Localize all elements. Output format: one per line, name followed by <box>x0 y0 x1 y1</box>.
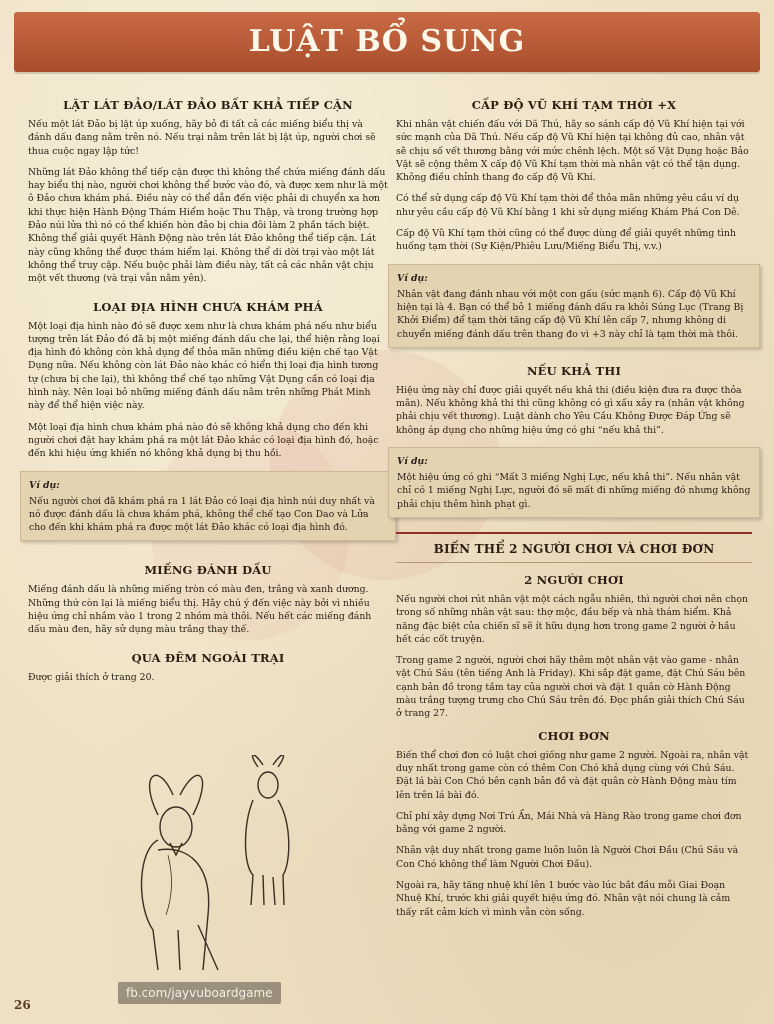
paragraph: Nếu người chơi rút nhân vật một cách ngẫu nhiên, thì người chơi nên chọn trong số những nhân vật sau: thợ mộc, đầu bếp và nhà thám hiểm. Khả năng đặc biệt của chiến sĩ sẽ ít hữu dụng hơn trong game 2 người ở hầu hết các cốt truyện. <box>396 593 749 645</box>
footer-url: fb.com/jayvuboardgame <box>118 982 281 1004</box>
paragraph: Nhân vật duy nhất trong game luôn luôn là Người Chơi Đầu (Chú Sáu và Con Chó không thể làm Người Chơi Đầu). <box>396 845 739 870</box>
section-title: NẾU KHẢ THI <box>526 363 622 378</box>
example-text: Nếu người chơi đã khám phá ra 1 lát Đảo có loại địa hình núi duy nhất và nó được đánh dấu là chưa khám phá, không thể chế tạo Con Dao và Lửa cho đến khi khám phá ra được một lát Đảo khác có loại địa hình đó. <box>29 495 375 534</box>
example-text: Nhân vật đang đánh nhau với một con gấu (sức mạnh 6). Cấp độ Vũ Khí hiện tại là 4. Bạn có thể bỏ 1 miếng đánh dấu ra khỏi Súng Lục (Trang Bị Khởi Điểm) để tạm thời tăng cấp độ Vũ Khí lên cấp 7, nhưng không di chuyển miếng đánh dấu trên thang đo vì +3 này chỉ là tạm thời mà thôi. <box>397 288 744 340</box>
section-title: CẤP ĐỘ VŨ KHÍ TẠM THỜI +X <box>471 98 677 112</box>
example-text: Một hiệu ứng có ghi “Mất 3 miếng Nghị Lực, nếu khả thi”. Nếu nhân vật chỉ có 1 miếng Nghị Lực, người đó sẽ mất đi những miếng đó nhưng không phải chịu thêm hình phạt gì. <box>397 472 751 510</box>
example-label: Ví dụ: <box>397 456 428 468</box>
subsection-title: CHƠI ĐƠN <box>538 728 610 743</box>
paragraph: Cấp độ Vũ Khí tạm thời cũng có thể được dùng để giải quyết những tình huống tạm thời (Sự Kiện/Phiêu Lưu/Miếng Biểu Thị, v.v.) <box>396 228 736 253</box>
example-label: Ví dụ: <box>29 479 60 491</box>
page-number: 26 <box>14 998 31 1012</box>
left-column <box>28 98 388 692</box>
section-divider <box>396 562 752 563</box>
paragraph: Biến thể chơi đơn có luật chơi giống như game 2 người. Ngoài ra, nhân vật duy nhất trong game còn có thêm Con Chó khả dụng cùng với Chú Sáu. Đặt lá bài Con Chó bên cạnh bản đồ và đặt quân cờ Hành Động màu tím lên trên lá bài đó. <box>396 749 749 801</box>
goats-illustration <box>118 755 308 980</box>
paragraph: Miếng đánh dấu là những miếng tròn có màu đen, trắng và xanh dương. Những thứ còn lại là miếng biểu thị. Hãy chú ý đến việc này bởi vì nhiều hiệu ứng chỉ nhắm vào 1 trong 2 nhóm mà thôi. Nếu hết các miếng đánh dấu màu đen, hãy sử dụng màu trắng thay thế. <box>28 584 372 636</box>
section-title: MIẾNG ĐÁNH DẤU <box>144 563 272 578</box>
section-title: LOẠI ĐỊA HÌNH CHƯA KHÁM PHÁ <box>93 299 323 314</box>
paragraph: Được giải thích ở trang 20. <box>28 671 155 683</box>
subsection-title: 2 NGƯỜI CHƠI <box>524 572 624 587</box>
section-divider <box>396 532 752 534</box>
paragraph: Hiệu ứng này chỉ được giải quyết nếu khả thi (điều kiện đưa ra được thỏa mãn). Nếu không khả thi thì cũng không có gì xấu xảy ra (nhân vật không phải chịu vết thương). Luật dành cho Yêu Cầu Không Được Đáp Ứng sẽ không áp dụng cho những hiệu ứng có ghi “nếu khả thi”. <box>396 384 745 436</box>
paragraph: Trong game 2 người, người chơi hãy thêm một nhân vật vào game - nhân vật Chú Sáu (tên tiếng Anh là Friday). Khi sắp đặt game, đặt Chú Sáu bên cạnh bản đồ trong tầm tay của người chơi và đặt 1 quân cờ Hành Động màu trắng tượng trưng cho Chú Sáu trên đó. Đọc phần giải thích Chú Sáu ở trang 27. <box>396 655 746 720</box>
example-box <box>20 471 396 542</box>
section-title: QUA ĐÊM NGOÀI TRẠI <box>131 650 285 665</box>
paragraph: Ngoài ra, hãy tăng nhuệ khí lên 1 bước vào lúc bắt đầu mỗi Giai Đoạn Nhuệ Khí, trước khi giải quyết hiệu ứng đó. Nhân vật nói chung là cảm thấy rất cảm kích vì mình vẫn còn sống. <box>396 879 731 918</box>
paragraph: Nếu một lát Đảo bị lật úp xuống, hãy bỏ đi tất cả các miếng biểu thị và đánh dấu đang nằm trên nó. Nếu trại nằm trên lát bị lật úp, người chơi sẽ thua cuộc ngay lập tức! <box>28 119 376 157</box>
paragraph: Chỉ phí xây dựng Nơi Trú Ẩn, Mái Nhà và Hàng Rào trong game chơi đơn bằng với game 2 người. <box>396 810 742 836</box>
section-title: BIẾN THỂ 2 NGƯỜI CHƠI VÀ CHƠI ĐƠN <box>433 541 715 556</box>
example-box <box>388 264 760 348</box>
paragraph: Khi nhân vật chiến đấu với Dã Thú, hãy so sánh cấp độ Vũ Khí hiện tại với sức mạnh của Dã Thú. Nếu cấp độ Vũ Khí hiện tại không đủ cao, nhân vật sẽ chịu số vết thương bằng với mức chênh lệch. Một số Vật Dụng hoặc Bảo Vật sẽ cộng thêm X cấp độ Vũ Khí tạm thời mà nhân vật có thể tận dụng. Không điều chỉnh thang đo cấp độ Vũ Khí. <box>396 119 749 184</box>
paragraph: Một loại địa hình chưa khám phá nào đó sẽ không khả dụng cho đến khi người chơi đặt hay khám phá ra một lát Đảo khác có loại địa hình đó, hoặc đến khi hiệu ứng khiến nó không khả dụng bị thu hồi. <box>28 421 379 460</box>
paragraph: Một loại địa hình nào đó sẽ được xem như là chưa khám phá nếu như biểu tượng trên lát Đảo đó đã bị một miếng đánh dấu che lại, thể hiện rằng loại địa hình đó không còn khả dụng để thỏa mãn những điều kiện chế tạo Vật Dụng nữa. Nếu không còn lát Đảo nào khác có hiển thị loại địa hình tương tự (chưa bị che lại), thì không thể chế tạo những Vật Dụng cần có loại địa hình này. Nên loại bỏ những miếng đánh dấu nằm trên những Phát Minh này để thể hiện việc này. <box>28 320 380 412</box>
title-banner <box>14 12 760 72</box>
paragraph: Những lát Đảo không thể tiếp cận được thì không thể chứa miếng đánh dấu hay biểu thị nào, người chơi không thể bước vào đó, và được xem như là một ô Đảo chưa khám phá. Điều này có thể dẫn đến việc phải di chuyển xa hơn khi thực hiện Hành Động Thám Hiểm hoặc Thu Thập, và trong trường hợp Đảo núi lửa thì nó có thể khiến hòn đảo bị chia đôi làm 2 phần tách biệt. Không thể giải quyết Hành Động nào trên lát Đảo không thể tiếp cận. Lát này cũng không thể được thám hiểm lại. Không thể di dời trại vào một lát không thể truy cập. Nếu buộc phải làm điều này, tất cả các nhân vật chịu một vết thương (và trại vẫn nằm yên). <box>28 166 388 285</box>
section-title: LẬT LÁT ĐẢO/LÁT ĐẢO BẤT KHẢ TIẾP CẬN <box>63 98 353 112</box>
example-box <box>388 447 760 518</box>
example-label: Ví dụ: <box>397 272 428 284</box>
paragraph: Có thể sử dụng cấp độ Vũ Khí tạm thời để thỏa mãn những yêu cầu ví dụ như yêu cầu cấp độ Vũ Khí bằng 1 khi sử dụng miếng Khám Phá Con Dê. <box>396 193 740 218</box>
right-column <box>396 98 752 927</box>
page-title: LUẬT BỔ SUNG <box>248 24 526 59</box>
